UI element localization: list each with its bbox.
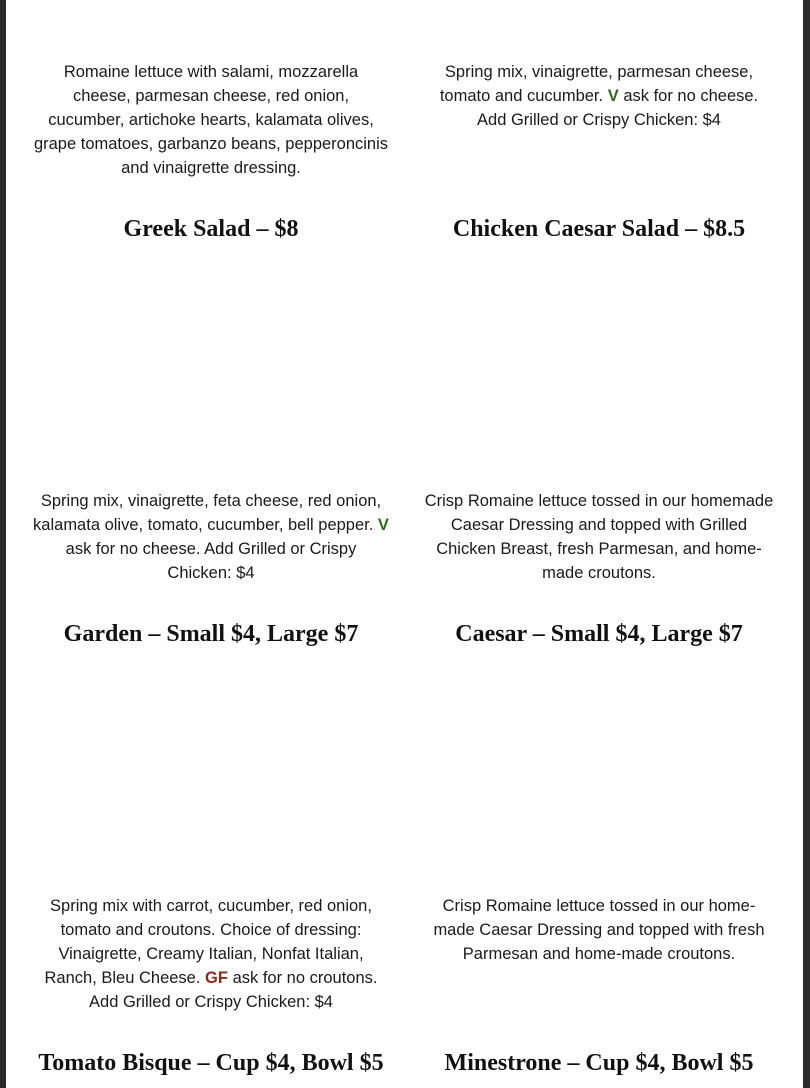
description-text: Spring mix, vinaigrette, feta cheese, red onion, kalamata olive, tomato, cucumber, bell pepper.: [33, 492, 382, 534]
menu-item-title: Minestrone – Cup $4, Bowl $5: [444, 1050, 754, 1076]
menu-item-title: Tomato Bisque – Cup $4, Bowl $5: [38, 1050, 384, 1076]
menu-item-title: Greek Salad – $8: [123, 216, 299, 242]
menu-item-description: [33, 489, 389, 585]
menu-item-description: [33, 894, 389, 1014]
menu-item-description: [424, 60, 774, 132]
description-text: Spring mix with carrot, cucumber, red onion, tomato and croutons. Choice of dressing: Vinaigrette, Creamy Italian, Nonfat Italian, Ranch, Bleu Cheese.: [44, 897, 372, 987]
menu-item-description: Crisp Romaine lettuce tossed in our home-made Caesar Dressing and topped with fresh Parmesan and home-made croutons.: [433, 897, 765, 963]
menu-item-description: Crisp Romaine lettuce tossed in our homemade Caesar Dressing and topped with Grilled Chicken Breast, fresh Parmesan, and home-made croutons.: [424, 492, 774, 582]
description-text-continued: ask for no cheese. Add Grilled or Crispy Chicken: $4: [477, 87, 759, 129]
vegetarian-tag: V: [607, 87, 619, 105]
menu-item-title: Chicken Caesar Salad – $8.5: [452, 216, 746, 242]
description-text-continued: ask for no croutons. Add Grilled or Crispy Chicken: $4: [89, 969, 378, 1011]
menu-page: [6, 0, 803, 1088]
vegetarian-tag: V: [377, 516, 389, 534]
description-text-continued: ask for no cheese. Add Grilled or Crispy Chicken: $4: [65, 540, 357, 582]
menu-item-description: Romaine lettuce with salami, mozzarella cheese, parmesan cheese, red onion, cucumber, artichoke hearts, kalamata olives, grape tomatoes, garbanzo beans, pepperoncinis and vinaigrette dressing.: [33, 63, 389, 177]
description-text: Spring mix, vinaigrette, parmesan cheese, tomato and cucumber.: [439, 63, 754, 105]
menu-item-title: Caesar – Small $4, Large $7: [455, 621, 743, 647]
gluten-free-tag: GF: [205, 969, 228, 987]
menu-item-title: Garden – Small $4, Large $7: [63, 621, 359, 647]
